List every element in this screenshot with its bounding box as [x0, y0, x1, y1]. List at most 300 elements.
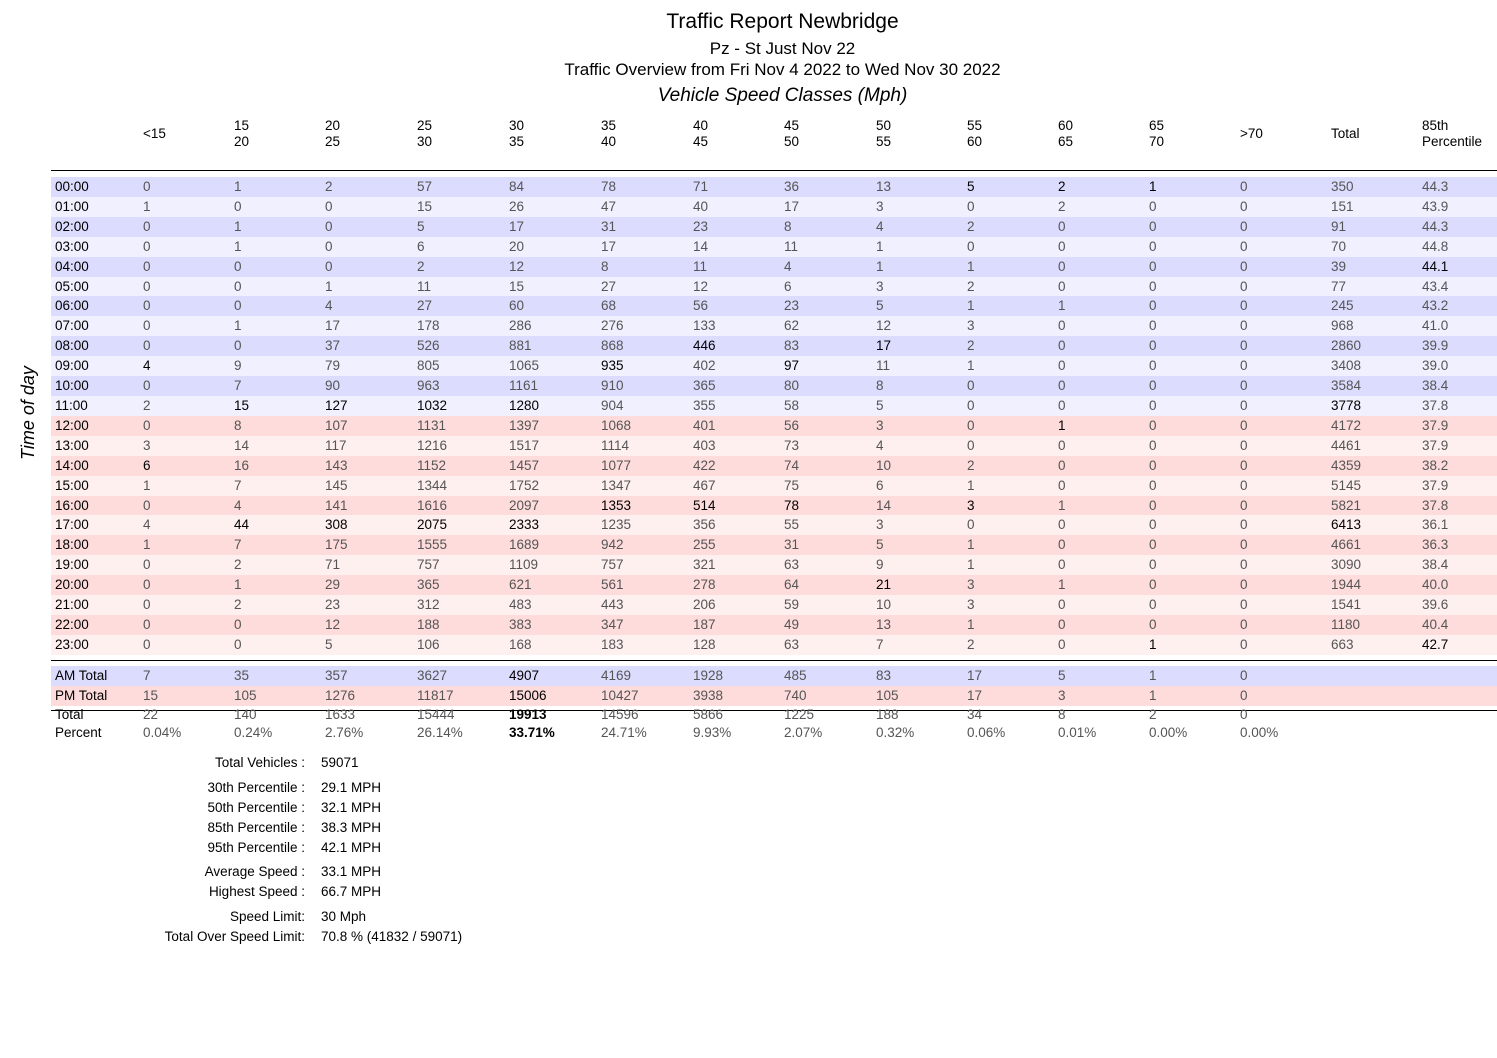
- table-cell: 7: [234, 477, 242, 493]
- table-cell: 0: [1240, 358, 1248, 374]
- table-cell: 0: [1240, 477, 1248, 493]
- table-cell: 485: [784, 667, 807, 683]
- table-cell: 1: [234, 179, 242, 194]
- table-cell: 90: [325, 378, 341, 394]
- table-cell: 0: [967, 417, 975, 433]
- table-cell: 71: [693, 179, 709, 194]
- table-cell: 0.04%: [143, 725, 182, 740]
- column-header: [1418, 115, 1497, 171]
- table-cell: 383: [509, 616, 532, 632]
- table-cell: 140: [234, 707, 257, 722]
- table-cell: 4: [876, 437, 884, 453]
- table-cell: 1280: [509, 397, 540, 413]
- column-header-line1: 85th: [1422, 118, 1449, 133]
- table-cell: 0: [143, 497, 151, 513]
- table-cell: 0: [1240, 318, 1248, 334]
- table-cell: 1: [1058, 577, 1066, 593]
- table-cell: 0: [143, 577, 151, 593]
- table-cell: 15: [234, 397, 250, 413]
- table-cell: 2: [967, 218, 975, 234]
- table-cell: 0: [1240, 298, 1248, 314]
- table-cell: 483: [509, 597, 532, 613]
- table-cell: 5: [325, 636, 333, 652]
- table-cell: 0: [1149, 378, 1157, 394]
- column-header: [1327, 115, 1418, 171]
- table-row: [51, 635, 1497, 655]
- table-cell: 175: [325, 537, 348, 553]
- table-cell: [1327, 724, 1418, 742]
- table-cell: 3: [967, 577, 975, 593]
- table-cell: 365: [417, 577, 440, 593]
- table-cell: 24.71%: [601, 725, 647, 740]
- table-cell: 127: [325, 397, 348, 413]
- table-cell: 0: [967, 238, 975, 254]
- table-cell: 55: [784, 517, 800, 533]
- stat-label: 30th Percentile :: [207, 780, 305, 795]
- table-cell: 133: [693, 318, 716, 334]
- column-header: [1054, 115, 1145, 171]
- table-cell: 1689: [509, 537, 540, 553]
- table-cell: 97: [784, 358, 800, 374]
- table-cell: 10427: [601, 687, 639, 703]
- table-cell: 3: [876, 198, 884, 214]
- table-cell: 17: [876, 338, 892, 354]
- stat-label: Average Speed :: [204, 864, 305, 879]
- table-cell: 1517: [509, 437, 540, 453]
- table-cell: 0: [1240, 497, 1248, 513]
- table-cell: 44.3: [1422, 218, 1449, 234]
- table-cell: 43.4: [1422, 278, 1449, 294]
- table-cell: 33.71%: [509, 725, 555, 740]
- table-cell: 347: [601, 616, 624, 632]
- table-cell: 968: [1331, 318, 1354, 334]
- column-header-line2: Percentile: [1422, 134, 1483, 149]
- table-cell: 8: [601, 258, 609, 274]
- table-cell: 11: [784, 238, 799, 254]
- table-cell: 4: [143, 517, 151, 533]
- table-row: [51, 555, 1497, 575]
- table-cell: 15006: [509, 687, 547, 703]
- table-cell: 0: [143, 258, 151, 274]
- table-cell: 0: [143, 179, 151, 194]
- column-header-line2: 40: [601, 134, 617, 149]
- table-cell: 0: [1149, 358, 1157, 374]
- table-cell: 63: [784, 636, 800, 652]
- table-cell: 62: [784, 318, 800, 334]
- column-header-line1: 45: [784, 118, 800, 133]
- table-cell: 0: [143, 417, 151, 433]
- hour-label: 22:00: [55, 616, 89, 632]
- table-cell: 31: [601, 218, 617, 234]
- hour-label: 10:00: [55, 378, 89, 394]
- table-cell: 0: [325, 258, 333, 274]
- table-cell: [1327, 666, 1418, 686]
- table-cell: 37: [325, 338, 341, 354]
- total-row: [51, 706, 1497, 724]
- row-label: Total: [55, 707, 84, 722]
- table-cell: 1944: [1331, 577, 1362, 593]
- table-cell: 365: [693, 378, 716, 394]
- table-cell: 0: [1149, 218, 1157, 234]
- table-row: [51, 336, 1497, 356]
- table-cell: 0: [1240, 179, 1248, 194]
- table-cell: 350: [1331, 179, 1354, 194]
- table-cell: 1161: [509, 378, 539, 394]
- table-cell: 355: [693, 397, 716, 413]
- table-cell: 44.3: [1422, 179, 1449, 194]
- table-cell: 107: [325, 417, 348, 433]
- table-cell: 0: [1058, 557, 1066, 573]
- table-cell: 143: [325, 457, 348, 473]
- column-header-line2: 25: [325, 134, 341, 149]
- table-cell: 4: [784, 258, 792, 274]
- table-cell: 57: [417, 179, 433, 194]
- table-cell: 0: [143, 636, 151, 652]
- table-cell: 7: [876, 636, 884, 652]
- table-cell: 276: [601, 318, 624, 334]
- table-cell: 0: [1149, 616, 1157, 632]
- table-cell: 0: [1240, 218, 1248, 234]
- table-cell: 91: [1331, 218, 1347, 234]
- table-row: [51, 316, 1497, 336]
- table-cell: 1616: [417, 497, 448, 513]
- table-cell: 71: [325, 557, 341, 573]
- table-cell: 357: [325, 667, 348, 683]
- table-cell: 7: [143, 667, 151, 683]
- table-cell: 0: [1240, 258, 1248, 274]
- table-cell: 12: [693, 278, 709, 294]
- table-cell: 10: [876, 597, 892, 613]
- table-cell: 9.93%: [693, 725, 732, 740]
- table-cell: 1: [876, 258, 884, 274]
- hour-label: 19:00: [55, 557, 89, 573]
- table-cell: 0: [1058, 278, 1066, 294]
- table-cell: 15444: [417, 707, 455, 722]
- hour-label: 03:00: [55, 238, 89, 254]
- table-cell: 15: [143, 687, 159, 703]
- table-cell: 2: [1058, 179, 1066, 194]
- table-cell: 168: [509, 636, 532, 652]
- table-cell: 145: [325, 477, 348, 493]
- table-cell: 13: [876, 616, 892, 632]
- table-cell: 0: [143, 616, 151, 632]
- table-cell: 3408: [1331, 358, 1362, 374]
- table-cell: 12: [325, 616, 341, 632]
- table-cell: 43.2: [1422, 298, 1449, 314]
- table-cell: 0: [1149, 457, 1157, 473]
- table-cell: 12: [876, 318, 892, 334]
- table-cell: 206: [693, 597, 716, 613]
- column-header-line2: 55: [876, 134, 892, 149]
- stat-value: 32.1 MPH: [321, 800, 382, 815]
- table-cell: 0: [1058, 597, 1066, 613]
- table-cell: 0: [1240, 457, 1248, 473]
- table-cell: 0: [143, 278, 151, 294]
- table-cell: 1541: [1331, 597, 1362, 613]
- table-cell: 1: [1149, 636, 1157, 652]
- column-header-line1: 15: [234, 118, 250, 133]
- report-period: Traffic Overview from Fri Nov 4 2022 to Wed Nov 30 2022: [564, 60, 1001, 79]
- table-cell: 0: [1240, 687, 1248, 703]
- table-cell: 1: [1149, 687, 1157, 703]
- table-cell: 1: [967, 537, 975, 553]
- table-row: [51, 535, 1497, 555]
- hour-label: 08:00: [55, 338, 89, 354]
- table-cell: 17: [601, 238, 617, 254]
- column-header: [51, 115, 139, 171]
- table-cell: 12: [509, 258, 525, 274]
- table-cell: 3778: [1331, 397, 1362, 413]
- section-title: Vehicle Speed Classes (Mph): [657, 85, 908, 106]
- table-cell: 1114: [601, 437, 630, 453]
- table-cell: 312: [417, 597, 440, 613]
- table-cell: 0: [1058, 258, 1066, 274]
- table-cell: 0: [325, 238, 333, 254]
- table-cell: 1131: [417, 417, 447, 433]
- table-cell: 422: [693, 457, 716, 473]
- table-cell: 187: [693, 616, 716, 632]
- table-cell: 1: [967, 477, 975, 493]
- table-cell: 40: [693, 198, 709, 214]
- table-cell: 68: [601, 298, 617, 314]
- table-cell: 0: [1149, 298, 1157, 314]
- column-header-line2: 20: [234, 134, 250, 149]
- table-cell: 757: [417, 557, 440, 573]
- table-cell: 9: [876, 557, 884, 573]
- table-cell: 1: [234, 318, 242, 334]
- table-cell: 128: [693, 636, 716, 652]
- table-cell: 1928: [693, 667, 724, 683]
- table-cell: 117: [325, 437, 347, 453]
- table-cell: 26: [509, 198, 525, 214]
- table-cell: 0: [1058, 457, 1066, 473]
- stat-value: 33.1 MPH: [321, 864, 382, 879]
- column-header-line1: 60: [1058, 118, 1074, 133]
- speed-class-table: [51, 115, 1497, 711]
- table-cell: 14: [234, 437, 250, 453]
- table-cell: 0: [234, 198, 242, 214]
- table-cell: 44.8: [1422, 238, 1449, 254]
- stat-value: 42.1 MPH: [321, 840, 382, 855]
- table-cell: 0: [1240, 278, 1248, 294]
- table-cell: 0: [1058, 338, 1066, 354]
- table-cell: 308: [325, 517, 348, 533]
- column-header: [780, 115, 872, 171]
- table-cell: 2: [967, 457, 975, 473]
- table-cell: 38.4: [1422, 557, 1449, 573]
- table-cell: 3: [143, 437, 151, 453]
- table-cell: 2: [967, 636, 975, 652]
- table-cell: 17: [784, 198, 800, 214]
- table-cell: 8: [234, 417, 242, 433]
- table-cell: 2: [967, 278, 975, 294]
- table-cell: 0: [234, 278, 242, 294]
- table-cell: 0.24%: [234, 725, 273, 740]
- table-cell: 16: [234, 457, 250, 473]
- table-cell: 15: [417, 198, 433, 214]
- table-cell: 3090: [1331, 557, 1362, 573]
- column-header-line1: 20: [325, 118, 341, 133]
- table-cell: 446: [693, 338, 716, 354]
- table-cell: 2: [234, 557, 242, 573]
- table-cell: 4461: [1331, 437, 1362, 453]
- table-cell: 403: [693, 437, 716, 453]
- table-cell: 0: [143, 338, 151, 354]
- table-cell: 402: [693, 358, 716, 374]
- table-cell: 21: [876, 577, 892, 593]
- table-row: [51, 515, 1497, 535]
- table-cell: 84: [509, 179, 525, 194]
- table-cell: 401: [693, 417, 716, 433]
- hour-label: 01:00: [55, 198, 89, 214]
- table-cell: 1216: [417, 437, 448, 453]
- table-cell: 1: [1058, 417, 1066, 433]
- table-cell: 6: [143, 457, 151, 473]
- table-cell: 0: [1149, 397, 1157, 413]
- table-cell: 0: [1240, 597, 1248, 613]
- table-cell: 4: [876, 218, 884, 234]
- table-row: [51, 456, 1497, 476]
- stat-label: Total Vehicles :: [214, 755, 305, 770]
- table-cell: [1327, 686, 1418, 706]
- report-title: Traffic Report Newbridge: [666, 10, 899, 33]
- table-cell: 2.76%: [325, 725, 364, 740]
- table-cell: 78: [784, 497, 800, 513]
- table-cell: 10: [876, 457, 892, 473]
- table-cell: 11: [693, 258, 708, 274]
- table-cell: 14596: [601, 707, 639, 722]
- column-header-line1: 65: [1149, 118, 1165, 133]
- table-cell: 27: [601, 278, 617, 294]
- table-cell: 286: [509, 318, 532, 334]
- table-cell: 0: [1240, 397, 1248, 413]
- report-subtitle: Pz - St Just Nov 22: [709, 39, 856, 58]
- table-cell: 805: [417, 358, 440, 374]
- hour-label: 18:00: [55, 537, 89, 553]
- table-cell: 39.0: [1422, 358, 1449, 374]
- table-row: [51, 257, 1497, 277]
- table-cell: 0: [1240, 537, 1248, 553]
- stat-value: 70.8 % (41832 / 59071): [321, 929, 463, 944]
- table-cell: 1: [143, 477, 151, 493]
- table-cell: 0: [1149, 497, 1157, 513]
- table-cell: 38.2: [1422, 457, 1449, 473]
- column-header: [139, 115, 230, 171]
- table-cell: 9: [234, 358, 242, 374]
- table-cell: 1180: [1331, 616, 1361, 632]
- table-cell: 151: [1331, 198, 1354, 214]
- table-cell: 2333: [509, 517, 540, 533]
- table-cell: 0: [1240, 667, 1248, 683]
- table-cell: 3: [1058, 687, 1066, 703]
- table-cell: 1: [1149, 179, 1157, 194]
- table-cell: 0: [967, 198, 975, 214]
- table-cell: 15: [509, 278, 525, 294]
- table-cell: 0: [143, 597, 151, 613]
- table-row: [51, 496, 1497, 516]
- table-cell: 6413: [1331, 517, 1362, 533]
- table-cell: 0: [325, 218, 333, 234]
- table-cell: 27: [417, 298, 433, 314]
- column-header: [872, 115, 963, 171]
- hour-label: 02:00: [55, 218, 89, 234]
- table-cell: 0: [967, 397, 975, 413]
- table-cell: 105: [876, 687, 899, 703]
- table-cell: 78: [601, 179, 617, 194]
- column-header-line2: 70: [1149, 134, 1165, 149]
- hour-label: 11:00: [55, 397, 88, 413]
- hour-label: 15:00: [55, 477, 89, 493]
- table-cell: 0: [1240, 557, 1248, 573]
- table-cell: 59: [784, 597, 800, 613]
- table-cell: 4172: [1331, 417, 1362, 433]
- table-cell: 3: [876, 278, 884, 294]
- table-cell: 37.9: [1422, 477, 1449, 493]
- stat-value: 38.3 MPH: [321, 820, 382, 835]
- table-row: [51, 376, 1497, 396]
- table-row: [51, 197, 1497, 217]
- table-cell: 39: [1331, 258, 1347, 274]
- table-cell: 0.32%: [876, 725, 915, 740]
- table-cell: 73: [784, 437, 800, 453]
- table-cell: 0: [234, 338, 242, 354]
- table-cell: 11: [876, 358, 891, 374]
- table-cell: 2.07%: [784, 725, 823, 740]
- table-cell: 20: [509, 238, 525, 254]
- table-cell: 0: [1058, 636, 1066, 652]
- table-cell: 1: [1058, 497, 1066, 513]
- table-cell: 0: [1240, 417, 1248, 433]
- table-row: [51, 575, 1497, 595]
- stat-label: 95th Percentile :: [207, 840, 305, 855]
- table-cell: 963: [417, 378, 440, 394]
- am-total-row: [51, 666, 1497, 686]
- table-cell: 2: [1058, 198, 1066, 214]
- table-cell: 321: [693, 557, 716, 573]
- table-cell: 22: [143, 707, 159, 722]
- hour-label: 12:00: [55, 417, 89, 433]
- table-cell: 5: [876, 537, 884, 553]
- column-header: [1145, 115, 1236, 171]
- table-cell: 0: [1058, 218, 1066, 234]
- table-cell: 1: [967, 258, 975, 274]
- table-cell: 1: [143, 537, 151, 553]
- table-cell: 910: [601, 378, 624, 394]
- column-header-line1: >70: [1240, 126, 1263, 141]
- table-cell: 0: [1058, 616, 1066, 632]
- table-cell: 1: [967, 298, 975, 314]
- table-row: [51, 396, 1497, 416]
- column-header: [597, 115, 689, 171]
- table-cell: 0: [1149, 477, 1157, 493]
- table-cell: 0: [967, 517, 975, 533]
- table-cell: 0: [1149, 338, 1157, 354]
- table-cell: 5145: [1331, 477, 1362, 493]
- table-cell: 0: [234, 258, 242, 274]
- table-row: [51, 237, 1497, 257]
- table-cell: 183: [601, 636, 624, 652]
- table-cell: 0: [967, 378, 975, 394]
- table-cell: 2: [967, 338, 975, 354]
- table-cell: 0: [143, 238, 151, 254]
- table-cell: 0: [143, 298, 151, 314]
- row-label: AM Total: [55, 667, 108, 683]
- table-cell: 11: [417, 278, 432, 294]
- table-cell: 7: [234, 537, 242, 553]
- stat-value: 66.7 MPH: [321, 884, 382, 899]
- table-cell: 19913: [509, 707, 547, 722]
- hour-label: 00:00: [55, 179, 89, 194]
